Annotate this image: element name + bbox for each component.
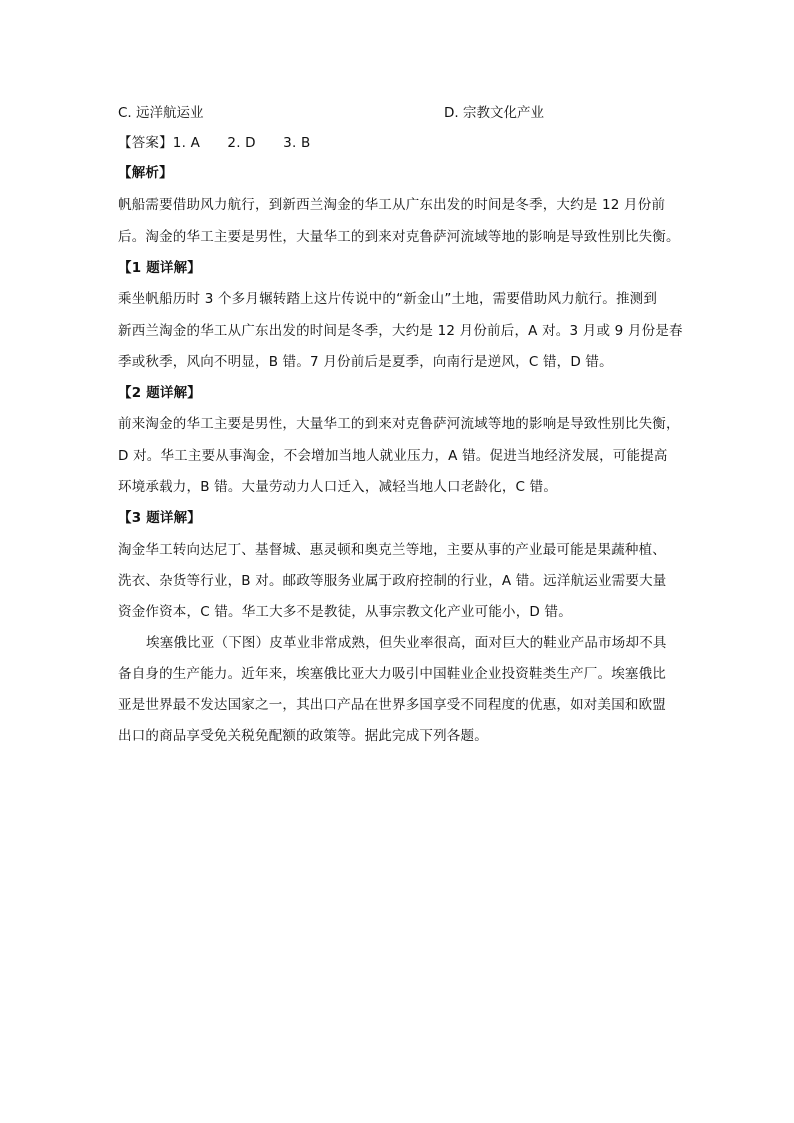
q1-line: 季或秋季，风向不明显，B 错。7 月份前后是夏季，向南行是逆风，C 错，D 错。 [118, 354, 613, 370]
q2-line: 环境承载力，B 错。大量劳动力人口迁入，减轻当地人口老龄化，C 错。 [118, 479, 558, 495]
q3-line: 淘金华工转向达尼丁、基督城、惠灵顿和奥克兰等地，主要从事的产业最可能是果蔬种植、 [118, 542, 666, 558]
q3-line: 资金作资本，C 错。华工大多不是教徒，从事宗教文化产业可能小，D 错。 [118, 604, 572, 620]
analysis-line: 帆船需要借助风力航行，到新西兰淘金的华工从广东出发的时间是冬季，大约是 12 月份前 [118, 197, 666, 213]
passage-line: 出口的商品享受免关税免配额的政策等。据此完成下列各题。 [118, 728, 488, 744]
option-c: C. 远洋航运业 [118, 105, 204, 121]
q2-line: 前来淘金的华工主要是男性，大量华工的到来对克鲁萨河流域等地的影响是导致性别比失衡， [118, 416, 680, 432]
q1-line: 乘坐帆船历时 3 个多月辗转踏上这片传说中的“新金山”土地，需要借助风力航行。推测到 [118, 291, 658, 307]
q3-heading: 【3 题详解】 [118, 510, 201, 526]
passage-line: 埃塞俄比亚（下图）皮革业非常成熟，但失业率很高，面对巨大的鞋业产品市场却不具 [146, 635, 667, 651]
analysis-line: 后。淘金的华工主要是男性，大量华工的到来对克鲁萨河流域等地的影响是导致性别比失衡。 [118, 229, 680, 245]
option-d: D. 宗教文化产业 [444, 105, 544, 121]
passage-line: 备自身的生产能力。近年来，埃塞俄比亚大力吸引中国鞋业企业投资鞋类生产厂。埃塞俄比 [118, 666, 666, 682]
q2-line: D 对。华工主要从事淘金，不会增加当地人就业压力，A 错。促进当地经济发展，可能提高 [118, 448, 668, 464]
answer-line: 【答案】1. A 2. D 3. B [118, 135, 311, 151]
q2-heading: 【2 题详解】 [118, 385, 201, 401]
q1-line: 新西兰淘金的华工从广东出发的时间是冬季，大约是 12 月份前后，A 对。3 月或 9 月份是春 [118, 323, 683, 339]
q1-heading: 【1 题详解】 [118, 260, 201, 276]
analysis-heading: 【解析】 [118, 165, 173, 181]
q3-line: 洗衣、杂货等行业，B 对。邮政等服务业属于政府控制的行业，A 错。远洋航运业需要大量 [118, 573, 667, 589]
passage-line: 亚是世界最不发达国家之一，其出口产品在世界多国享受不同程度的优惠，如对美国和欧盟 [118, 697, 666, 713]
